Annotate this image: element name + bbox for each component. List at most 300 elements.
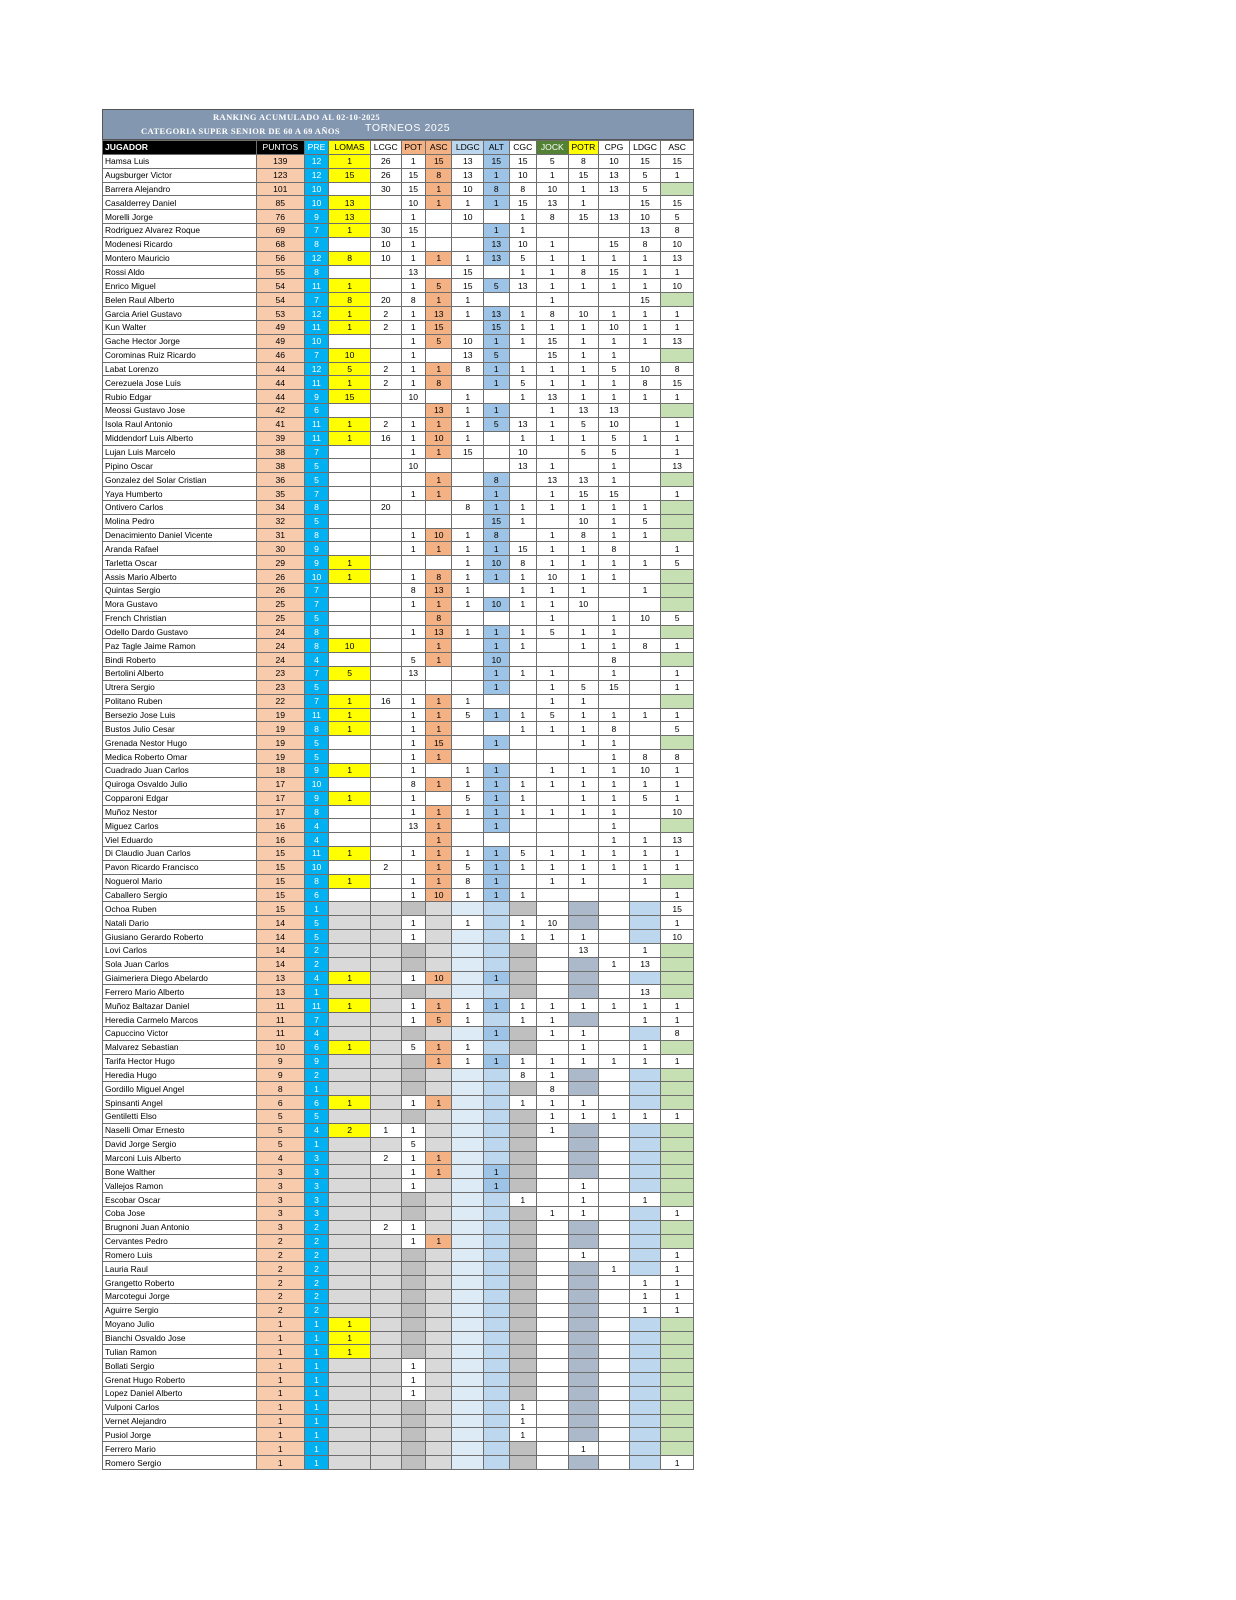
- score-asc: 13: [425, 584, 451, 598]
- player-pre: 4: [304, 1123, 328, 1137]
- player-name: Cuadrado Juan Carlos: [103, 763, 257, 777]
- player-name: Odello Dardo Gustavo: [103, 625, 257, 639]
- score-lcgc: [370, 1234, 401, 1248]
- score-pot: [401, 611, 425, 625]
- score-pot: [401, 514, 425, 528]
- score-pot: 13: [401, 265, 425, 279]
- player-points: 1: [256, 1428, 304, 1442]
- score-asc-2: [661, 1220, 694, 1234]
- player-points: 139: [256, 154, 304, 168]
- score-lomas: 1: [329, 417, 371, 431]
- score-asc-2: 8: [661, 224, 694, 238]
- score-asc: 13: [425, 404, 451, 418]
- score-pot: 10: [401, 390, 425, 404]
- score-cgc: [509, 528, 537, 542]
- score-lcgc: [370, 1428, 401, 1442]
- score-asc: [425, 1137, 451, 1151]
- score-ldgc: [452, 1234, 484, 1248]
- score-pot: 1: [401, 736, 425, 750]
- player-name: Ferrero Mario: [103, 1442, 257, 1456]
- player-name: Morelli Jorge: [103, 210, 257, 224]
- score-potr: [568, 1123, 599, 1137]
- score-cpg: 13: [599, 182, 630, 196]
- player-name: Ontivero Carlos: [103, 500, 257, 514]
- score-potr: 1: [568, 999, 599, 1013]
- score-pot: 1: [401, 542, 425, 556]
- score-alt: 1: [484, 667, 509, 681]
- score-pot: [401, 1068, 425, 1082]
- player-points: 9: [256, 1068, 304, 1082]
- score-ldgc: 15: [452, 265, 484, 279]
- score-cgc: [509, 874, 537, 888]
- score-lomas: [329, 1054, 371, 1068]
- score-asc-2: 1: [661, 763, 694, 777]
- player-points: 17: [256, 805, 304, 819]
- player-points: 32: [256, 514, 304, 528]
- score-lomas: [329, 500, 371, 514]
- score-cgc: [509, 1373, 537, 1387]
- score-lcgc: [370, 1040, 401, 1054]
- score-asc: [425, 1414, 451, 1428]
- score-lcgc: [370, 1068, 401, 1082]
- col-pot: POT: [401, 141, 425, 155]
- score-asc: 1: [425, 653, 451, 667]
- score-ldgc-2: 1: [629, 708, 661, 722]
- player-name: Denacimiento Daniel Vicente: [103, 528, 257, 542]
- score-jock: [537, 1179, 569, 1193]
- score-cgc: [509, 943, 537, 957]
- player-pre: 2: [304, 1248, 328, 1262]
- score-potr: 13: [568, 473, 599, 487]
- player-name: Aranda Rafael: [103, 542, 257, 556]
- score-pot: [401, 1276, 425, 1290]
- score-asc: 10: [425, 971, 451, 985]
- score-asc: 1: [425, 362, 451, 376]
- score-cgc: [509, 971, 537, 985]
- score-lomas: [329, 1359, 371, 1373]
- table-row: [103, 1262, 694, 1276]
- score-asc: 8: [425, 168, 451, 182]
- player-name: Kun Walter: [103, 320, 257, 334]
- score-ldgc: 5: [452, 708, 484, 722]
- score-cgc: 1: [509, 999, 537, 1013]
- score-cgc: 5: [509, 376, 537, 390]
- score-alt: [484, 1040, 509, 1054]
- score-ldgc: 1: [452, 625, 484, 639]
- score-alt: 1: [484, 542, 509, 556]
- score-ldgc: 13: [452, 168, 484, 182]
- score-ldgc-2: 1: [629, 390, 661, 404]
- score-cpg: 1: [599, 528, 630, 542]
- score-ldgc: [452, 1456, 484, 1470]
- score-cpg: [599, 1317, 630, 1331]
- score-jock: [537, 1442, 569, 1456]
- score-jock: [537, 1151, 569, 1165]
- score-ldgc: [452, 1290, 484, 1304]
- score-jock: [537, 819, 569, 833]
- table-row: [103, 182, 694, 196]
- score-jock: [537, 1137, 569, 1151]
- score-potr: 1: [568, 1206, 599, 1220]
- score-alt: [484, 1317, 509, 1331]
- table-row: [103, 1428, 694, 1442]
- score-potr: [568, 1345, 599, 1359]
- score-ldgc-2: 15: [629, 154, 661, 168]
- score-asc-2: [661, 500, 694, 514]
- score-jock: 1: [537, 417, 569, 431]
- score-jock: 1: [537, 1013, 569, 1027]
- score-cgc: 5: [509, 251, 537, 265]
- score-ldgc: [452, 1303, 484, 1317]
- score-pot: 10: [401, 459, 425, 473]
- player-name: Coba Jose: [103, 1206, 257, 1220]
- score-lomas: [329, 1234, 371, 1248]
- score-cgc: 13: [509, 417, 537, 431]
- score-ldgc: 1: [452, 1054, 484, 1068]
- score-lomas: 1: [329, 224, 371, 238]
- score-jock: 1: [537, 1068, 569, 1082]
- score-ldgc: [452, 1193, 484, 1207]
- table-row: [103, 750, 694, 764]
- table-row: [103, 417, 694, 431]
- score-ldgc: 1: [452, 293, 484, 307]
- score-asc: [425, 265, 451, 279]
- score-jock: [537, 750, 569, 764]
- player-name: Giaimeriera Diego Abelardo: [103, 971, 257, 985]
- score-lcgc: [370, 459, 401, 473]
- score-jock: [537, 1400, 569, 1414]
- score-asc: [425, 348, 451, 362]
- player-name: French Christian: [103, 611, 257, 625]
- score-cpg: 1: [599, 279, 630, 293]
- score-cgc: [509, 1220, 537, 1234]
- player-pre: 5: [304, 611, 328, 625]
- score-lomas: 1: [329, 307, 371, 321]
- score-pot: 8: [401, 777, 425, 791]
- player-pre: 7: [304, 1013, 328, 1027]
- score-asc: 1: [425, 1096, 451, 1110]
- category-title: CATEGORIA SUPER SENIOR DE 60 A 69 AÑOS: [141, 126, 341, 136]
- score-cpg: [599, 1082, 630, 1096]
- score-ldgc: [452, 1331, 484, 1345]
- score-lomas: [329, 182, 371, 196]
- score-lcgc: [370, 265, 401, 279]
- score-lcgc: [370, 916, 401, 930]
- score-ldgc: [452, 1359, 484, 1373]
- score-lcgc: [370, 473, 401, 487]
- score-potr: 10: [568, 514, 599, 528]
- score-asc-2: [661, 293, 694, 307]
- score-lcgc: [370, 1248, 401, 1262]
- score-cpg: 1: [599, 999, 630, 1013]
- col-jugador: JUGADOR: [103, 141, 257, 155]
- score-asc-2: [661, 874, 694, 888]
- score-asc-2: 13: [661, 459, 694, 473]
- player-pre: 7: [304, 348, 328, 362]
- score-alt: [484, 1303, 509, 1317]
- score-jock: 1: [537, 777, 569, 791]
- score-cgc: [509, 902, 537, 916]
- score-cgc: 1: [509, 514, 537, 528]
- table-row: [103, 1082, 694, 1096]
- player-points: 9: [256, 1054, 304, 1068]
- player-name: Giusiano Gerardo Roberto: [103, 930, 257, 944]
- player-points: 8: [256, 1082, 304, 1096]
- score-cgc: [509, 985, 537, 999]
- col-puntos: PUNTOS: [256, 141, 304, 155]
- score-lomas: [329, 625, 371, 639]
- score-ldgc-2: [629, 902, 661, 916]
- player-points: 5: [256, 1110, 304, 1124]
- score-ldgc: 1: [452, 584, 484, 598]
- score-cpg: 10: [599, 320, 630, 334]
- score-ldgc: [452, 1428, 484, 1442]
- score-cgc: 1: [509, 224, 537, 238]
- score-lcgc: [370, 667, 401, 681]
- player-name: Ochoa Ruben: [103, 902, 257, 916]
- player-pre: 7: [304, 694, 328, 708]
- score-cpg: [599, 971, 630, 985]
- score-alt: [484, 722, 509, 736]
- score-lomas: 1: [329, 722, 371, 736]
- score-lomas: 10: [329, 348, 371, 362]
- score-jock: 1: [537, 930, 569, 944]
- col-alt: ALT: [484, 141, 509, 155]
- table-row: [103, 1040, 694, 1054]
- score-lomas: [329, 1303, 371, 1317]
- score-asc-2: [661, 570, 694, 584]
- ranking-sheet: [102, 109, 694, 1470]
- score-cgc: 1: [509, 930, 537, 944]
- score-ldgc-2: [629, 597, 661, 611]
- score-jock: 13: [537, 196, 569, 210]
- score-asc-2: [661, 625, 694, 639]
- score-potr: 1: [568, 196, 599, 210]
- score-alt: [484, 930, 509, 944]
- score-ldgc: [452, 680, 484, 694]
- player-pre: 1: [304, 1428, 328, 1442]
- score-alt: [484, 1123, 509, 1137]
- score-cgc: 1: [509, 708, 537, 722]
- table-row: [103, 1248, 694, 1262]
- score-potr: [568, 1262, 599, 1276]
- score-asc-2: [661, 1317, 694, 1331]
- player-name: Gonzalez del Solar Cristian: [103, 473, 257, 487]
- score-ldgc: 15: [452, 279, 484, 293]
- score-cpg: [599, 1179, 630, 1193]
- score-alt: [484, 943, 509, 957]
- score-lomas: [329, 805, 371, 819]
- score-alt: [484, 1110, 509, 1124]
- score-asc-2: 1: [661, 1456, 694, 1470]
- score-jock: [537, 888, 569, 902]
- score-asc-2: 1: [661, 1248, 694, 1262]
- player-name: Lauria Raul: [103, 1262, 257, 1276]
- score-ldgc-2: [629, 1442, 661, 1456]
- score-alt: 13: [484, 251, 509, 265]
- score-cpg: 1: [599, 957, 630, 971]
- table-row: [103, 265, 694, 279]
- player-pre: 1: [304, 1137, 328, 1151]
- score-potr: [568, 1414, 599, 1428]
- score-pot: 1: [401, 750, 425, 764]
- score-ldgc-2: [629, 1331, 661, 1345]
- score-ldgc-2: [629, 348, 661, 362]
- table-row: [103, 1373, 694, 1387]
- score-lcgc: [370, 1414, 401, 1428]
- score-ldgc-2: [629, 722, 661, 736]
- score-ldgc: 10: [452, 334, 484, 348]
- player-pre: 8: [304, 500, 328, 514]
- score-lcgc: [370, 1165, 401, 1179]
- score-potr: [568, 1400, 599, 1414]
- player-name: Muñoz Baltazar Daniel: [103, 999, 257, 1013]
- player-name: Bollati Sergio: [103, 1359, 257, 1373]
- score-jock: [537, 224, 569, 238]
- score-pot: [401, 1248, 425, 1262]
- score-ldgc: 13: [452, 154, 484, 168]
- score-jock: 1: [537, 999, 569, 1013]
- score-alt: 1: [484, 847, 509, 861]
- score-asc: [425, 556, 451, 570]
- col-ldgc: LDGC: [452, 141, 484, 155]
- table-row: [103, 985, 694, 999]
- score-potr: [568, 1013, 599, 1027]
- score-ldgc-2: [629, 1206, 661, 1220]
- score-ldgc: [452, 1373, 484, 1387]
- score-lomas: 1: [329, 847, 371, 861]
- score-pot: 1: [401, 1359, 425, 1373]
- score-jock: [537, 1220, 569, 1234]
- player-pre: 11: [304, 320, 328, 334]
- player-points: 54: [256, 293, 304, 307]
- score-cgc: 8: [509, 1068, 537, 1082]
- player-name: Rubio Edgar: [103, 390, 257, 404]
- score-potr: [568, 224, 599, 238]
- score-lcgc: [370, 1276, 401, 1290]
- score-alt: 1: [484, 680, 509, 694]
- score-pot: 1: [401, 791, 425, 805]
- table-row: [103, 1110, 694, 1124]
- score-ldgc-2: 5: [629, 791, 661, 805]
- score-asc: [425, 1386, 451, 1400]
- score-potr: 15: [568, 487, 599, 501]
- table-row: [103, 1303, 694, 1317]
- score-pot: 1: [401, 722, 425, 736]
- player-pre: 2: [304, 1303, 328, 1317]
- col-pre: PRE: [304, 141, 328, 155]
- score-jock: [537, 1428, 569, 1442]
- score-asc-2: 1: [661, 307, 694, 321]
- player-name: Brugnoni Juan Antonio: [103, 1220, 257, 1234]
- score-lcgc: [370, 1303, 401, 1317]
- player-name: Casalderrey Daniel: [103, 196, 257, 210]
- score-asc-2: [661, 1345, 694, 1359]
- score-asc: [425, 210, 451, 224]
- score-pot: 1: [401, 417, 425, 431]
- score-pot: 1: [401, 320, 425, 334]
- score-potr: 1: [568, 376, 599, 390]
- score-lomas: [329, 1165, 371, 1179]
- score-alt: 10: [484, 597, 509, 611]
- score-cgc: [509, 1290, 537, 1304]
- score-cgc: [509, 819, 537, 833]
- player-pre: 4: [304, 653, 328, 667]
- score-jock: [537, 791, 569, 805]
- player-points: 2: [256, 1248, 304, 1262]
- score-ldgc-2: [629, 1123, 661, 1137]
- player-name: Hamsa Luis: [103, 154, 257, 168]
- score-jock: 1: [537, 404, 569, 418]
- score-potr: [568, 1151, 599, 1165]
- score-cpg: [599, 1428, 630, 1442]
- player-points: 1: [256, 1456, 304, 1470]
- score-lcgc: [370, 888, 401, 902]
- table-row: [103, 888, 694, 902]
- score-cpg: [599, 196, 630, 210]
- score-cgc: 1: [509, 1054, 537, 1068]
- score-asc: [425, 1068, 451, 1082]
- score-cpg: [599, 293, 630, 307]
- player-pre: 2: [304, 1262, 328, 1276]
- player-points: 123: [256, 168, 304, 182]
- score-cgc: 1: [509, 860, 537, 874]
- score-potr: 1: [568, 1442, 599, 1456]
- player-name: Bone Walther: [103, 1165, 257, 1179]
- player-points: 1: [256, 1317, 304, 1331]
- player-pre: 5: [304, 473, 328, 487]
- score-jock: [537, 1331, 569, 1345]
- score-alt: [484, 694, 509, 708]
- score-pot: [401, 680, 425, 694]
- score-ldgc-2: 13: [629, 957, 661, 971]
- score-ldgc: [452, 1400, 484, 1414]
- score-asc-2: [661, 985, 694, 999]
- player-pre: 3: [304, 1179, 328, 1193]
- score-ldgc: 15: [452, 445, 484, 459]
- score-asc-2: 10: [661, 930, 694, 944]
- score-alt: 1: [484, 805, 509, 819]
- score-asc-2: [661, 1123, 694, 1137]
- score-ldgc-2: [629, 1359, 661, 1373]
- player-pre: 12: [304, 168, 328, 182]
- score-potr: 1: [568, 362, 599, 376]
- score-cgc: 5: [509, 847, 537, 861]
- score-lomas: [329, 1386, 371, 1400]
- score-asc-2: [661, 1386, 694, 1400]
- score-asc: 5: [425, 279, 451, 293]
- score-cpg: 1: [599, 708, 630, 722]
- score-asc-2: 1: [661, 916, 694, 930]
- score-asc-2: 8: [661, 1027, 694, 1041]
- score-potr: [568, 1082, 599, 1096]
- score-asc: [425, 1082, 451, 1096]
- player-points: 3: [256, 1179, 304, 1193]
- score-cpg: 1: [599, 473, 630, 487]
- table-row: [103, 1123, 694, 1137]
- score-pot: [401, 943, 425, 957]
- score-asc-2: 13: [661, 833, 694, 847]
- score-pot: 1: [401, 334, 425, 348]
- score-potr: [568, 237, 599, 251]
- player-points: 38: [256, 459, 304, 473]
- score-ldgc: [452, 1137, 484, 1151]
- score-ldgc: 1: [452, 1013, 484, 1027]
- player-pre: 2: [304, 1068, 328, 1082]
- score-potr: 1: [568, 763, 599, 777]
- player-points: 11: [256, 999, 304, 1013]
- score-cgc: [509, 348, 537, 362]
